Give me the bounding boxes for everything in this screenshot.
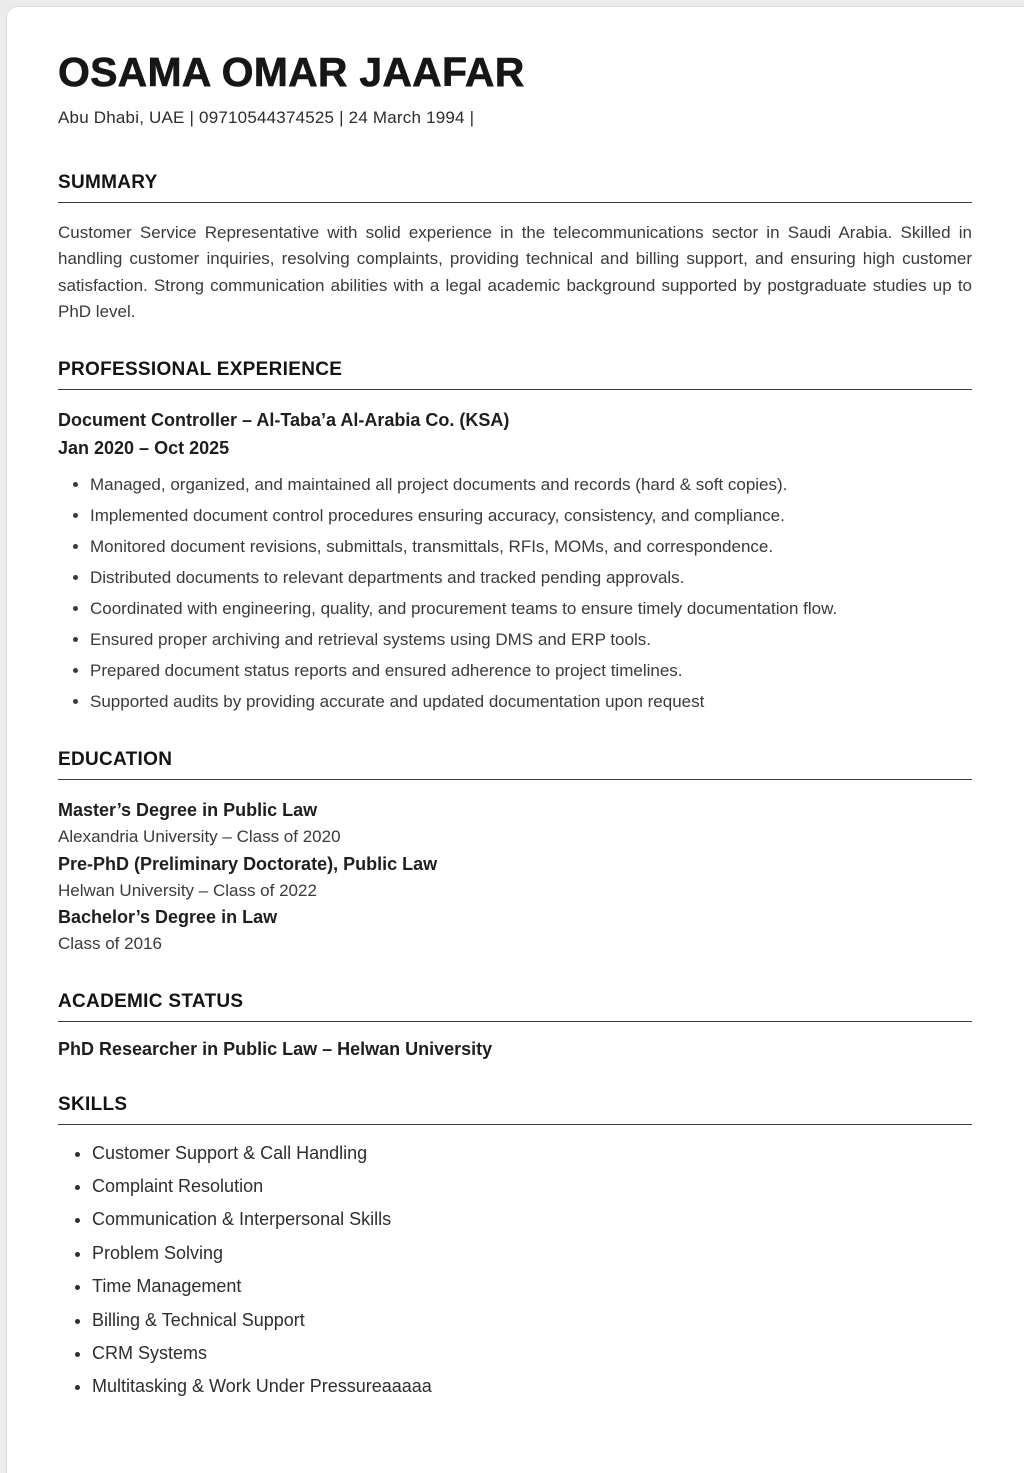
- degree-detail: Alexandria University – Class of 2020: [58, 827, 341, 847]
- skills-list: [58, 1142, 972, 1399]
- academic-status-section-title: ACADEMIC STATUS: [58, 990, 244, 1012]
- bullet-item: • Implemented document control procedures ensuring accuracy, consistency, and compliance.: [90, 503, 972, 529]
- summary-section-title: SUMMARY: [58, 172, 158, 193]
- skill-item: • Multitasking & Work Under Pressureaaaaa: [92, 1375, 972, 1398]
- degree-title: Master’s Degree in Public Law: [58, 800, 318, 821]
- section-rule: [58, 1124, 972, 1125]
- skill-item: • Communication & Interpersonal Skills: [92, 1208, 972, 1231]
- bullet-item: • Managed, organized, and maintained all project documents and records (hard & soft copies).: [90, 472, 972, 498]
- education-entry: [58, 851, 972, 904]
- skill-item: • Time Management: [92, 1275, 972, 1298]
- degree-title: Bachelor’s Degree in Law: [58, 907, 278, 928]
- resume-header: [58, 49, 972, 128]
- education-entry: [58, 797, 972, 850]
- resume-page: [6, 6, 1024, 1473]
- degree-detail: Class of 2016: [58, 934, 162, 954]
- experience-section: [58, 359, 972, 715]
- education-section-title: EDUCATION: [58, 749, 173, 771]
- bullet-item: • Monitored document revisions, submittals, transmittals, RFIs, MOMs, and correspondence.: [90, 534, 972, 560]
- skills-section: [58, 1094, 972, 1399]
- section-rule: [58, 389, 972, 390]
- section-rule: [58, 779, 972, 780]
- degree-detail: Helwan University – Class of 2022: [58, 880, 317, 900]
- education-entry: [58, 904, 972, 957]
- skills-section-title: SKILLS: [58, 1093, 128, 1115]
- skill-item: • Billing & Technical Support: [92, 1309, 972, 1332]
- bullet-item: • Prepared document status reports and ensured adherence to project timelines.: [90, 658, 972, 684]
- bullet-item: • Supported audits by providing accurate and updated documentation upon request: [90, 689, 972, 715]
- contact-line: Abu Dhabi, UAE | 09710544374525 | 24 March 1994 |: [58, 108, 475, 127]
- education-section: [58, 749, 972, 957]
- skill-item: • Complaint Resolution: [92, 1175, 972, 1198]
- experience-bullet-list: [58, 472, 972, 715]
- degree-title: Pre-PhD (Preliminary Doctorate), Public Law: [58, 853, 438, 874]
- bullet-item: • Distributed documents to relevant departments and tracked pending approvals.: [90, 565, 972, 591]
- summary-text: Customer Service Representative with solid experience in the telecommunications sector in Saudi Arabia. Skilled in handling customer inquiries, resolving complaints, providing technical and billing support, and ensuring high customer satisfaction. Strong communication abilities with a legal academic background supported by postgraduate studies up to PhD level.: [58, 223, 972, 322]
- job-title: Document Controller – Al-Taba’a Al-Arabia Co. (KSA): [58, 410, 510, 431]
- skill-item: • Customer Support & Call Handling: [92, 1142, 972, 1165]
- bullet-item: • Ensured proper archiving and retrieval systems using DMS and ERP tools.: [90, 627, 972, 653]
- job-dates: Jan 2020 – Oct 2025: [58, 438, 230, 459]
- bullet-item: • Coordinated with engineering, quality, and procurement teams to ensure timely documentation flow.: [90, 596, 972, 622]
- skill-item: • Problem Solving: [92, 1242, 972, 1265]
- skill-item: • CRM Systems: [92, 1342, 972, 1365]
- section-rule: [58, 1021, 972, 1022]
- academic-status-text: PhD Researcher in Public Law – Helwan University: [58, 1038, 493, 1059]
- section-rule: [58, 202, 972, 203]
- summary-section: [58, 172, 972, 325]
- candidate-name: OSAMA OMAR JAAFAR: [58, 49, 525, 95]
- academic-status-section: [58, 991, 972, 1060]
- experience-section-title: PROFESSIONAL EXPERIENCE: [58, 359, 343, 381]
